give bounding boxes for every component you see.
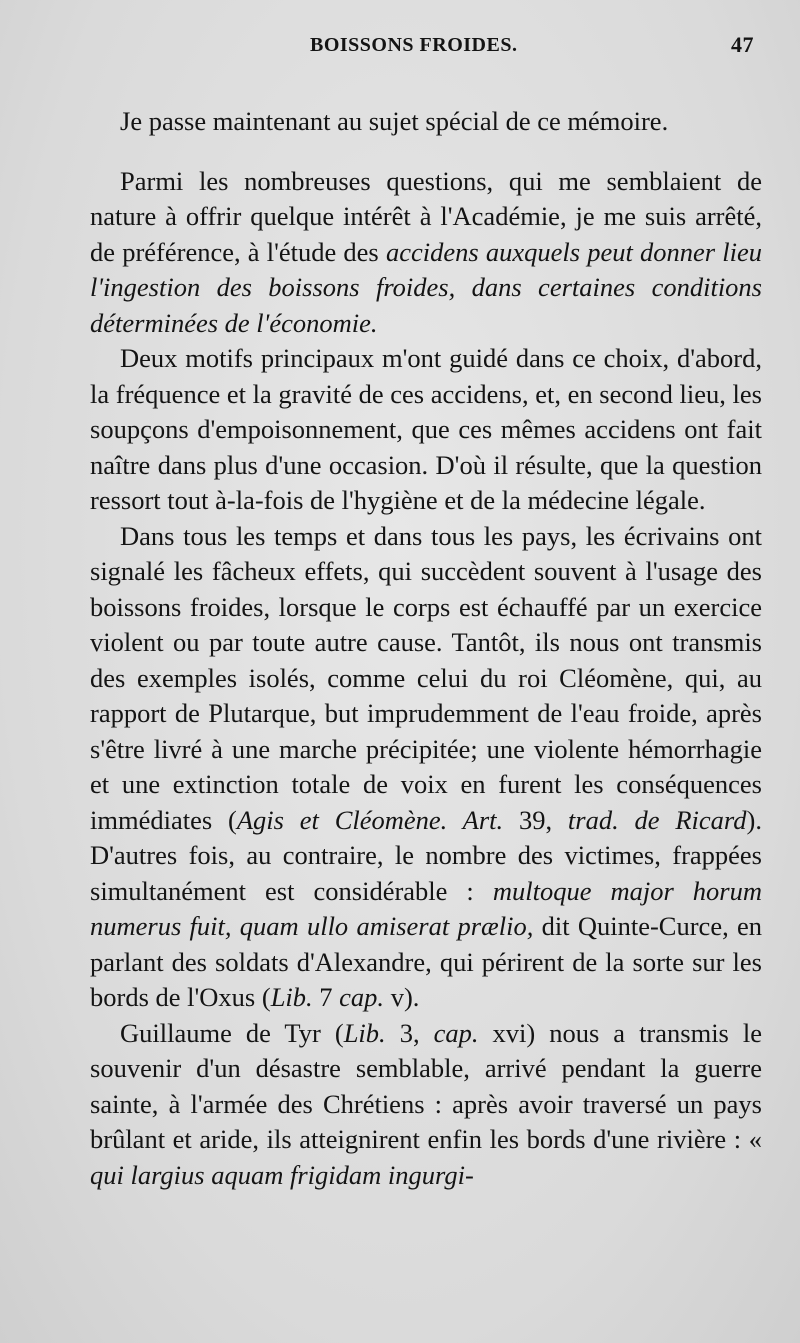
text-segment: v). [384, 982, 420, 1012]
text-segment: xvi) nous a transmis le souvenir d'un désastre semblable, arrivé pendant la guerre sainte, à l'armée des Chrétiens : après avoir traversé un pays brûlant et aride, ils atteignirent enfin les bords d'une rivière : « [90, 1017, 763, 1154]
paragraph [90, 1016, 762, 1194]
italic-text-segment: accidens auxquels peut donner lieu l'ingestion des boissons froides, dans certaines conditions déterminées de l'économie. [90, 236, 762, 338]
italic-text-segment: cap. [433, 1017, 479, 1048]
italic-text-segment: qui largius aquam frigidam ingurgi- [90, 1159, 474, 1190]
paragraph [90, 104, 762, 140]
text-segment: Parmi les nombreuses questions, qui me semblaient de nature à offrir quelque intérêt à l'Académie, je me suis arrêté, de préférence, à l'étude des [90, 165, 762, 267]
text-segment: dit Quinte-Curce, en parlant des soldats d'Alexandre, qui périrent de la sorte sur les bords de l'Oxus ( [90, 911, 762, 1012]
text-segment: ). D'autres fois, au contraire, le nombre des victimes, frappées simultanément est considérable : [90, 804, 762, 906]
text-segment: Je passe maintenant au sujet spécial de ce mémoire. [120, 106, 669, 136]
text-segment: 3, [385, 1017, 434, 1048]
running-title: BOISSONS FROIDES. [310, 34, 518, 56]
text-segment: 7 [312, 982, 340, 1012]
paragraph [90, 341, 762, 519]
text-segment: 39, [503, 804, 568, 835]
body-text [90, 104, 762, 1193]
text-segment: Dans tous les temps et dans tous les pays, les écrivains ont signalé les fâcheux effets, qui succèdent souvent à l'usage des boissons froides, lorsque le corps est échauffé par un exercice violent ou par toute autre cause. Tantôt, ils nous ont transmis des exemples isolés, comme celui du roi Cléomène, qui, au rapport de Plutarque, but imprudemment de l'eau froide, après s'être livré à une marche précipitée; une violente hémorrhagie et une extinction totale de voix en furent les conséquences immédiates ( [90, 520, 762, 835]
paragraph [90, 519, 762, 1016]
italic-text-segment: multoque major horum numerus fuit, quam ullo amiserat prælio, [90, 875, 763, 941]
page-number: 47 [731, 32, 754, 57]
paragraph [90, 164, 762, 342]
italic-text-segment: Agis et Cléomène. Art. [236, 804, 504, 835]
italic-text-segment: cap. [339, 982, 385, 1012]
italic-text-segment: Lib. [343, 1017, 386, 1048]
italic-text-segment: trad. de Ricard [567, 804, 747, 835]
italic-text-segment: Lib. [270, 982, 313, 1012]
text-segment: Guillaume de Tyr ( [120, 1017, 344, 1048]
text-segment: Deux motifs principaux m'ont guidé dans ce choix, d'abord, la fréquence et la gravité de ces accidens, et, en second lieu, les soupçons d'empoisonnement, que ces mêmes accidens ont fait naître dans plus d'une occasion. D'où il résulte, que la question ressort tout à-la-fois de l'hygiène et de la médecine légale. [90, 343, 762, 515]
page-header [90, 28, 762, 68]
